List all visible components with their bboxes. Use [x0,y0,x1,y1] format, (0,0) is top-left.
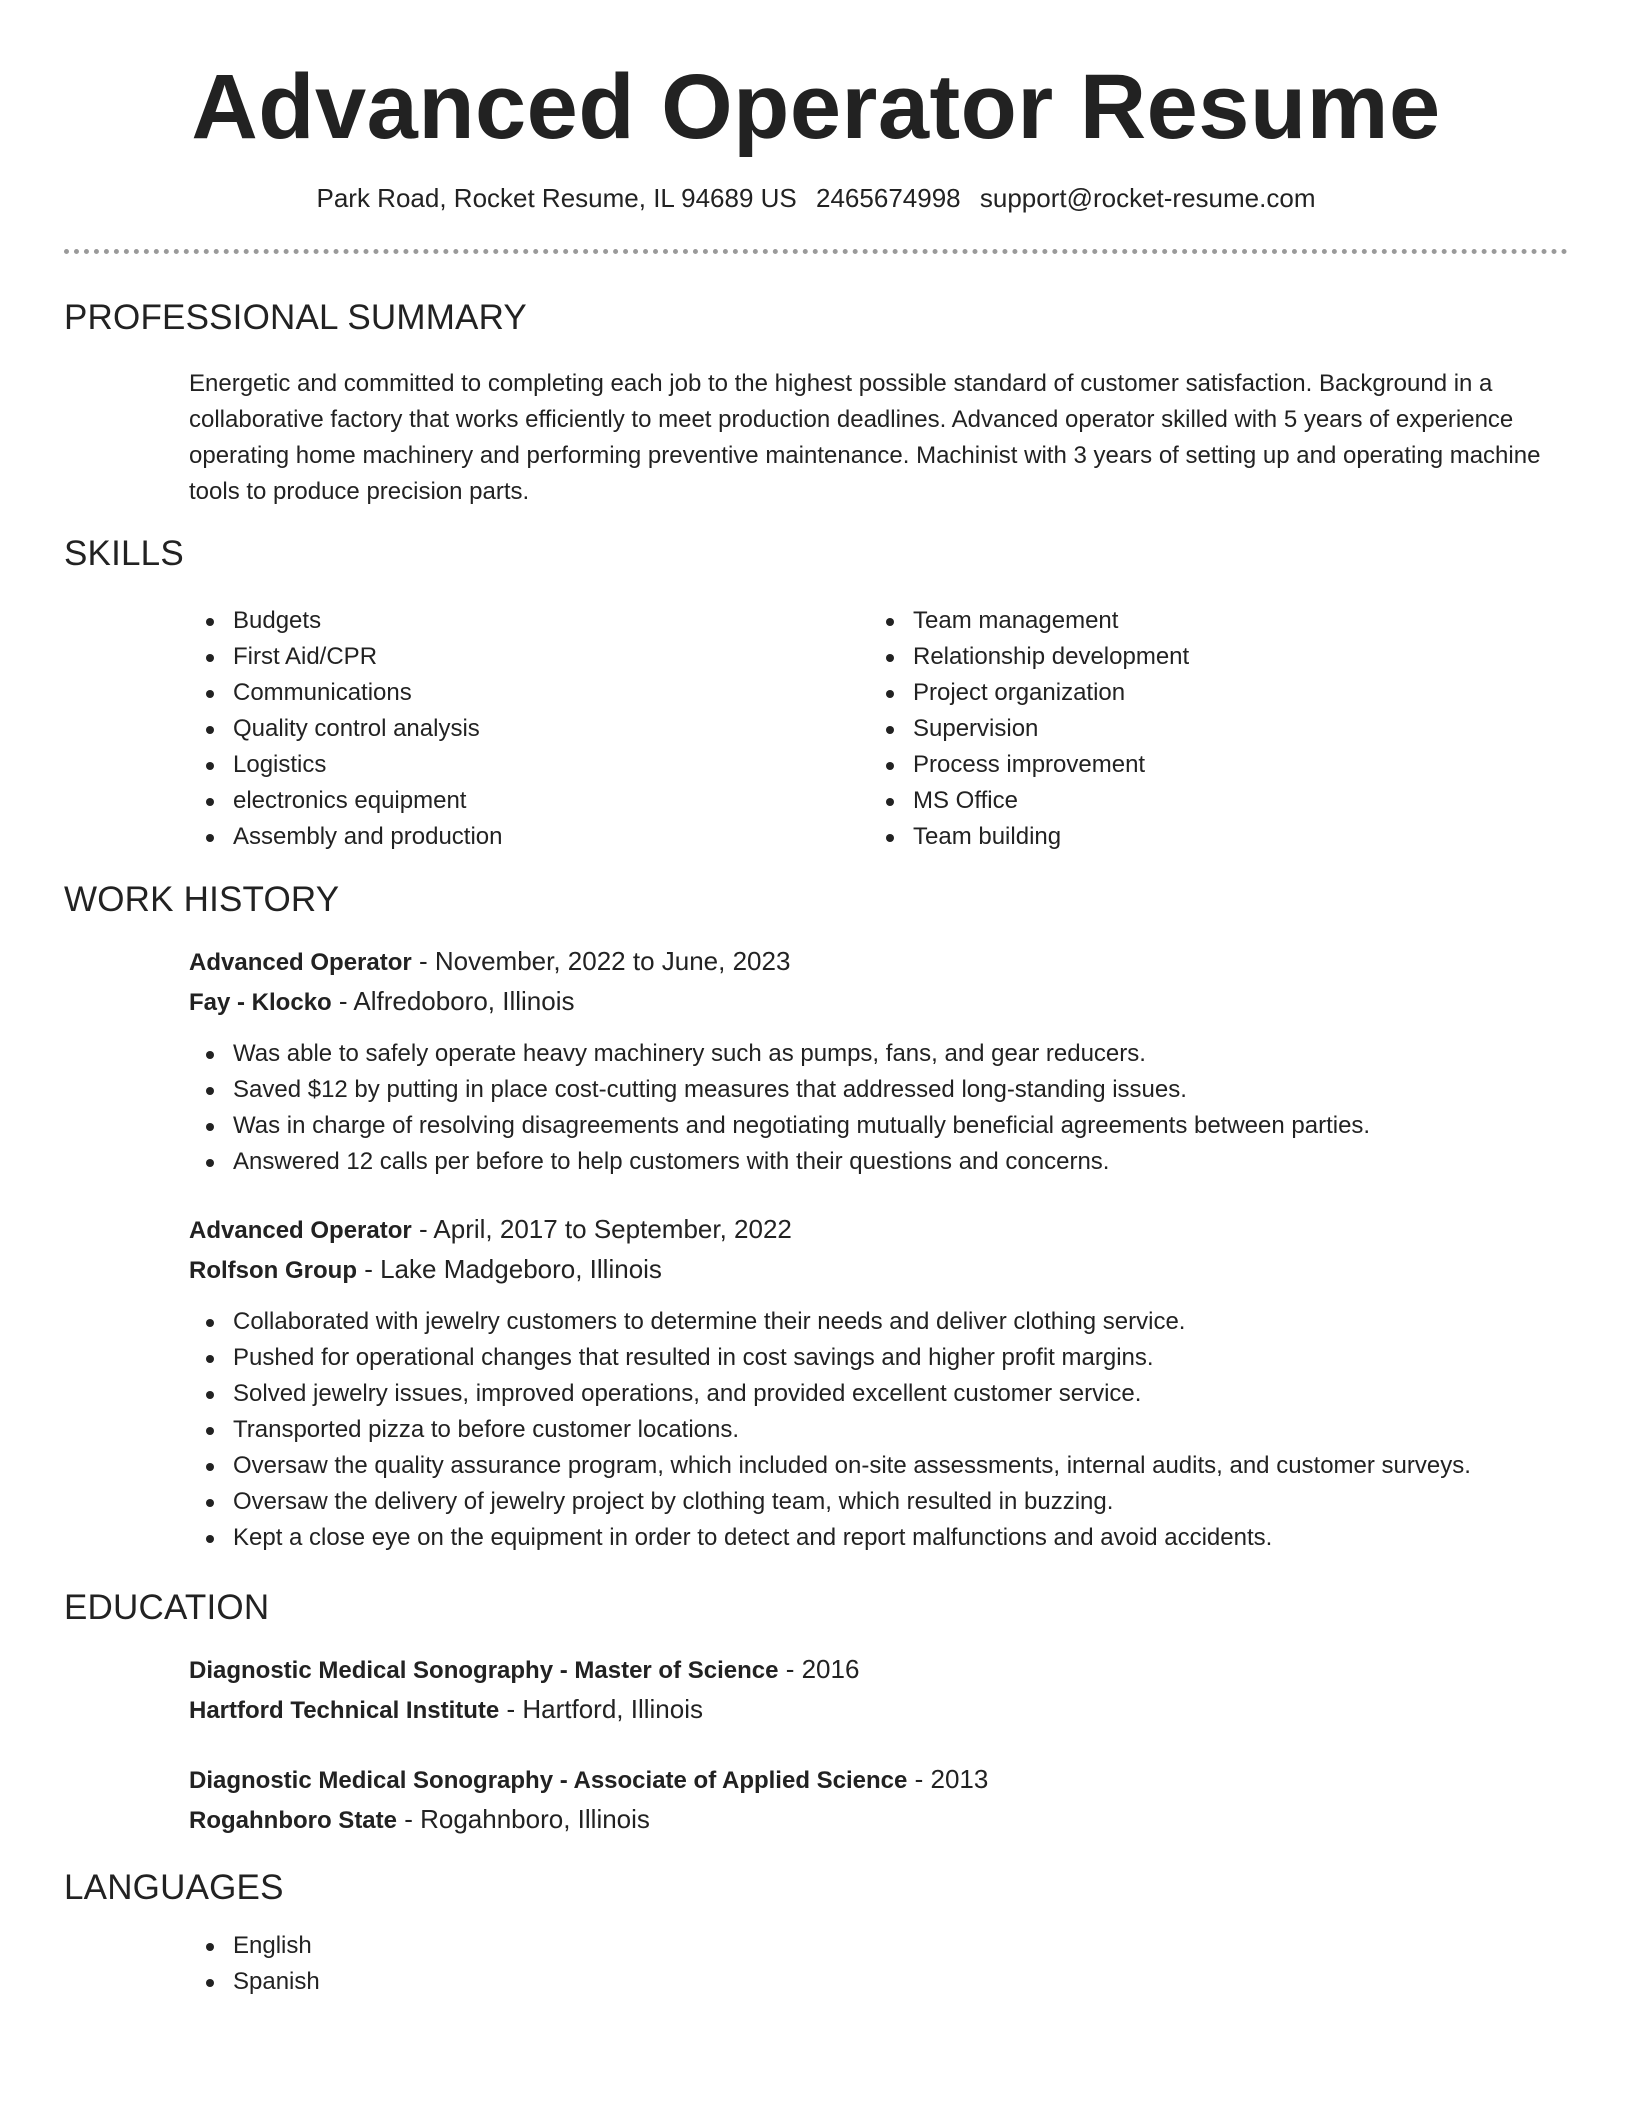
education-school: Rogahnboro State [189,1807,397,1834]
summary-heading: PROFESSIONAL SUMMARY [64,298,527,337]
contact-line [0,180,1632,216]
skills-list-left [189,603,829,855]
header-divider [64,249,1568,254]
job-dates: - April, 2017 to September, 2022 [411,1214,792,1244]
skill-item: First Aid/CPR [189,639,829,675]
job-bullet: Kept a close eye on the equipment in order to detect and report malfunctions and avoid accidents. [189,1520,1569,1556]
education-heading: EDUCATION [64,1588,270,1627]
education-entry [189,1760,1569,1840]
skill-item: Assembly and production [189,819,829,855]
job-bullet: Oversaw the quality assurance program, which included on-site assessments, internal audits, and customer surveys. [189,1448,1569,1484]
job-bullet: Transported pizza to before customer locations. [189,1412,1569,1448]
work-heading: WORK HISTORY [64,880,340,919]
job-entry [189,1210,1569,1556]
skill-item: MS Office [869,783,1509,819]
skill-item: Project organization [869,675,1509,711]
job-company-line [189,982,1569,1022]
skill-item: Team management [869,603,1509,639]
job-location: - Alfredoboro, Illinois [331,986,575,1016]
job-bullet: Was able to safely operate heavy machinery such as pumps, fans, and gear reducers. [189,1036,1569,1072]
education-school-line [189,1800,1569,1840]
job-bullet: Pushed for operational changes that resulted in cost savings and higher profit margins. [189,1340,1569,1376]
skill-item: Quality control analysis [189,711,829,747]
skill-item: Logistics [189,747,829,783]
contact-phone: 2465674998 [816,183,961,213]
education-degree: Diagnostic Medical Sonography - Associate of Applied Science [189,1767,908,1794]
job-company-line [189,1250,1569,1290]
contact-email: support@rocket-resume.com [979,183,1316,213]
skill-item: Supervision [869,711,1509,747]
job-title-line [189,942,1569,982]
skills-list-right [869,603,1509,855]
skills-heading: SKILLS [64,534,184,573]
skill-item: Relationship development [869,639,1509,675]
job-role: Advanced Operator [189,1217,412,1244]
job-bullet: Collaborated with jewelry customers to determine their needs and deliver clothing service. [189,1304,1569,1340]
job-company: Fay - Klocko [189,989,332,1016]
summary-text: Energetic and committed to completing each job to the highest possible standard of customer satisfaction. Background in a collaborative factory that works efficiently to meet production deadlines. Advanced operator skilled with 5 years of experience operating home machinery and performing preventive maintenance. Machinist with 3 years of setting up and operating machine tools to produce precision parts. [189,370,1541,505]
skill-item: Process improvement [869,747,1509,783]
skill-item: electronics equipment [189,783,829,819]
skill-item: Team building [869,819,1509,855]
language-item: Spanish [189,1964,1569,2000]
language-item: English [189,1928,1569,1964]
job-entry [189,942,1569,1180]
education-degree: Diagnostic Medical Sonography - Master of Science [189,1657,779,1684]
job-bullet: Solved jewelry issues, improved operations, and provided excellent customer service. [189,1376,1569,1412]
education-location: - Hartford, Illinois [499,1694,703,1724]
education-school-line [189,1690,1569,1730]
education-entry [189,1650,1569,1730]
education-location: - Rogahnboro, Illinois [397,1804,650,1834]
job-bullets [189,1304,1569,1556]
contact-address: Park Road, Rocket Resume, IL 94689 US [316,183,797,213]
job-bullet: Saved $12 by putting in place cost-cutting measures that addressed long-standing issues. [189,1072,1569,1108]
job-role: Advanced Operator [189,949,412,976]
job-location: - Lake Madgeboro, Illinois [356,1254,662,1284]
resume-title: Advanced Operator Resume [191,56,1441,158]
education-year: - 2013 [907,1764,989,1794]
job-bullet: Was in charge of resolving disagreements and negotiating mutually beneficial agreements between parties. [189,1108,1569,1144]
education-degree-line [189,1760,1569,1800]
skill-item: Budgets [189,603,829,639]
job-bullets [189,1036,1569,1180]
education-school: Hartford Technical Institute [189,1697,500,1724]
job-bullet: Oversaw the delivery of jewelry project by clothing team, which resulted in buzzing. [189,1484,1569,1520]
job-bullet: Answered 12 calls per before to help customers with their questions and concerns. [189,1144,1569,1180]
job-dates: - November, 2022 to June, 2023 [411,946,791,976]
education-degree-line [189,1650,1569,1690]
job-title-line [189,1210,1569,1250]
job-company: Rolfson Group [189,1257,357,1284]
languages-heading: LANGUAGES [64,1868,284,1907]
skill-item: Communications [189,675,829,711]
languages-list [189,1928,1569,2000]
education-year: - 2016 [778,1654,860,1684]
